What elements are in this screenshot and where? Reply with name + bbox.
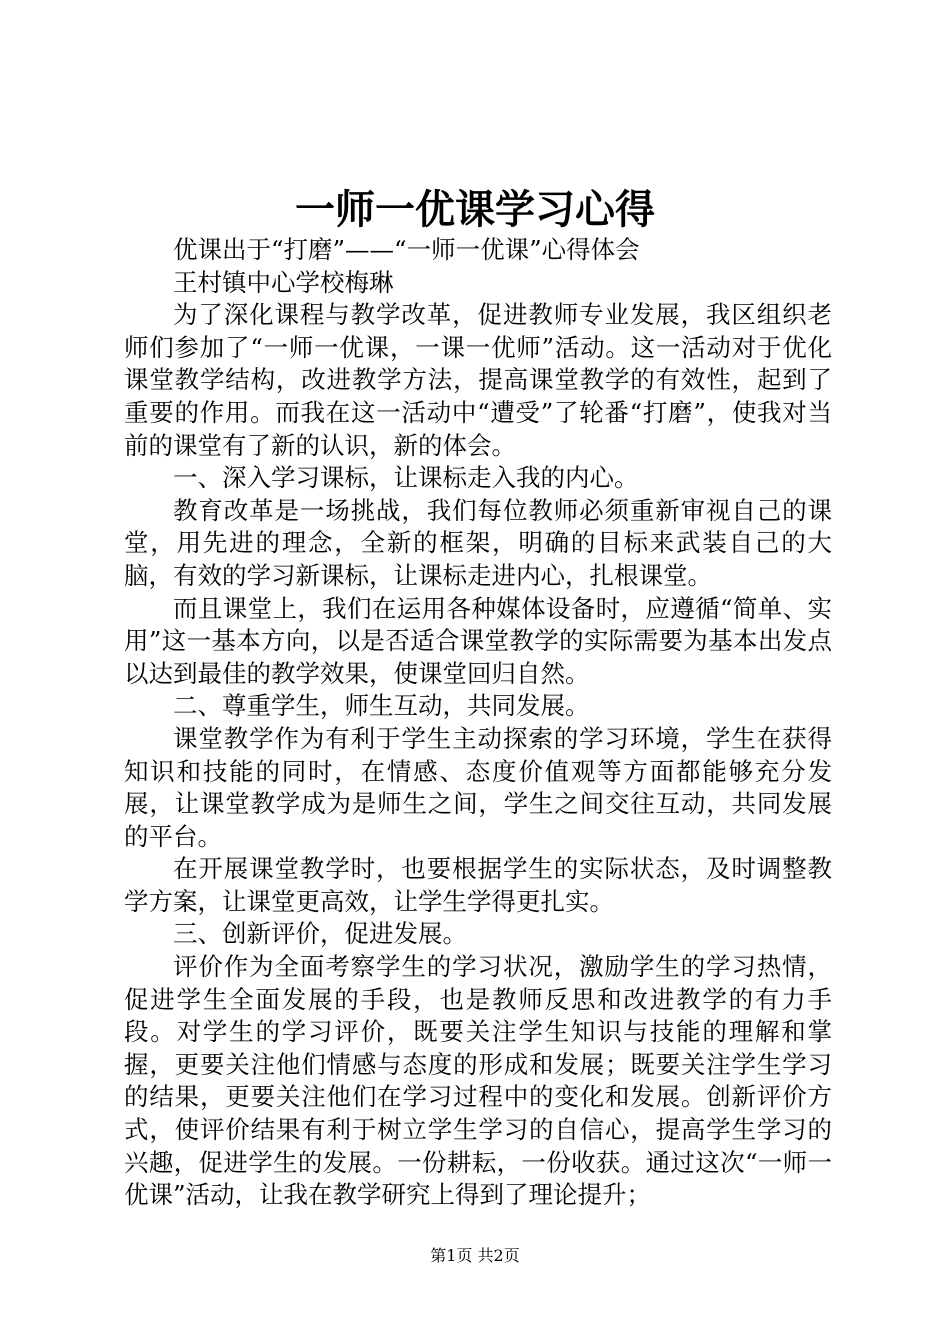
- document-title: 一师一优课学习心得: [295, 186, 655, 233]
- document-body: [124, 234, 832, 1212]
- section-heading-2: 二、尊重学生，师生互动，共同发展。: [173, 691, 590, 721]
- page-footer: 第1页 共2页: [430, 1246, 520, 1265]
- paragraph: 教育改革是一场挑战，我们每位教师必须重新审视自己的课堂，用先进的理念，全新的框架，明确的目标来武装自己的大脑，有效的学习新课标，让课标走进内心，扎根课堂。: [124, 495, 832, 590]
- paragraph: 在开展课堂教学时，也要根据学生的实际状态，及时调整教学方案，让课堂更高效，让学生学得更扎实。: [124, 854, 832, 916]
- paragraph: 评价作为全面考察学生的学习状况，激励学生的学习热情，促进学生全面发展的手段，也是教师反思和改进教学的有力手段。对学生的学习评价，既要关注学生知识与技能的理解和掌握，更要关注他们情感与态度的形成和发展；既要关注学生学习的结果，更要关注他们在学习过程中的变化和发展。创新评价方式，使评价结果有利于树立学生学习的自信心，提高学生学习的兴趣，促进学生的发展。一份耕耘，一份收获。通过这次“一师一优课”活动，让我在教学研究上得到了理论提升；: [124, 952, 832, 1210]
- paragraph: 而且课堂上，我们在运用各种媒体设备时，应遵循“简单、实用”这一基本方向，以是否适合课堂教学的实际需要为基本出发点以达到最佳的教学效果，使课堂回归自然。: [124, 593, 832, 688]
- paragraph-author: 王村镇中心学校梅琳: [173, 267, 394, 297]
- section-heading-3: 三、创新评价，促进发展。: [173, 919, 467, 949]
- section-heading-1: 一、深入学习课标，让课标走入我的内心。: [173, 463, 639, 493]
- paragraph-intro: 为了深化课程与教学改革，促进教师专业发展，我区组织老师们参加了“一师一优课，一课一优师”活动。这一活动对于优化课堂教学结构，改进教学方法，提高课堂教学的有效性，起到了重要的作用。而我在这一活动中“遭受”了轮番“打磨”，使我对当前的课堂有了新的认识，新的体会。: [124, 300, 832, 460]
- paragraph: 课堂教学作为有利于学生主动探索的学习环境，学生在获得知识和技能的同时，在情感、态度价值观等方面都能够充分发展，让课堂教学成为是师生之间，学生之间交往互动，共同发展的平台。: [124, 723, 832, 851]
- paragraph-subtitle: 优课出于“打磨”——“一师一优课”心得体会: [173, 235, 640, 264]
